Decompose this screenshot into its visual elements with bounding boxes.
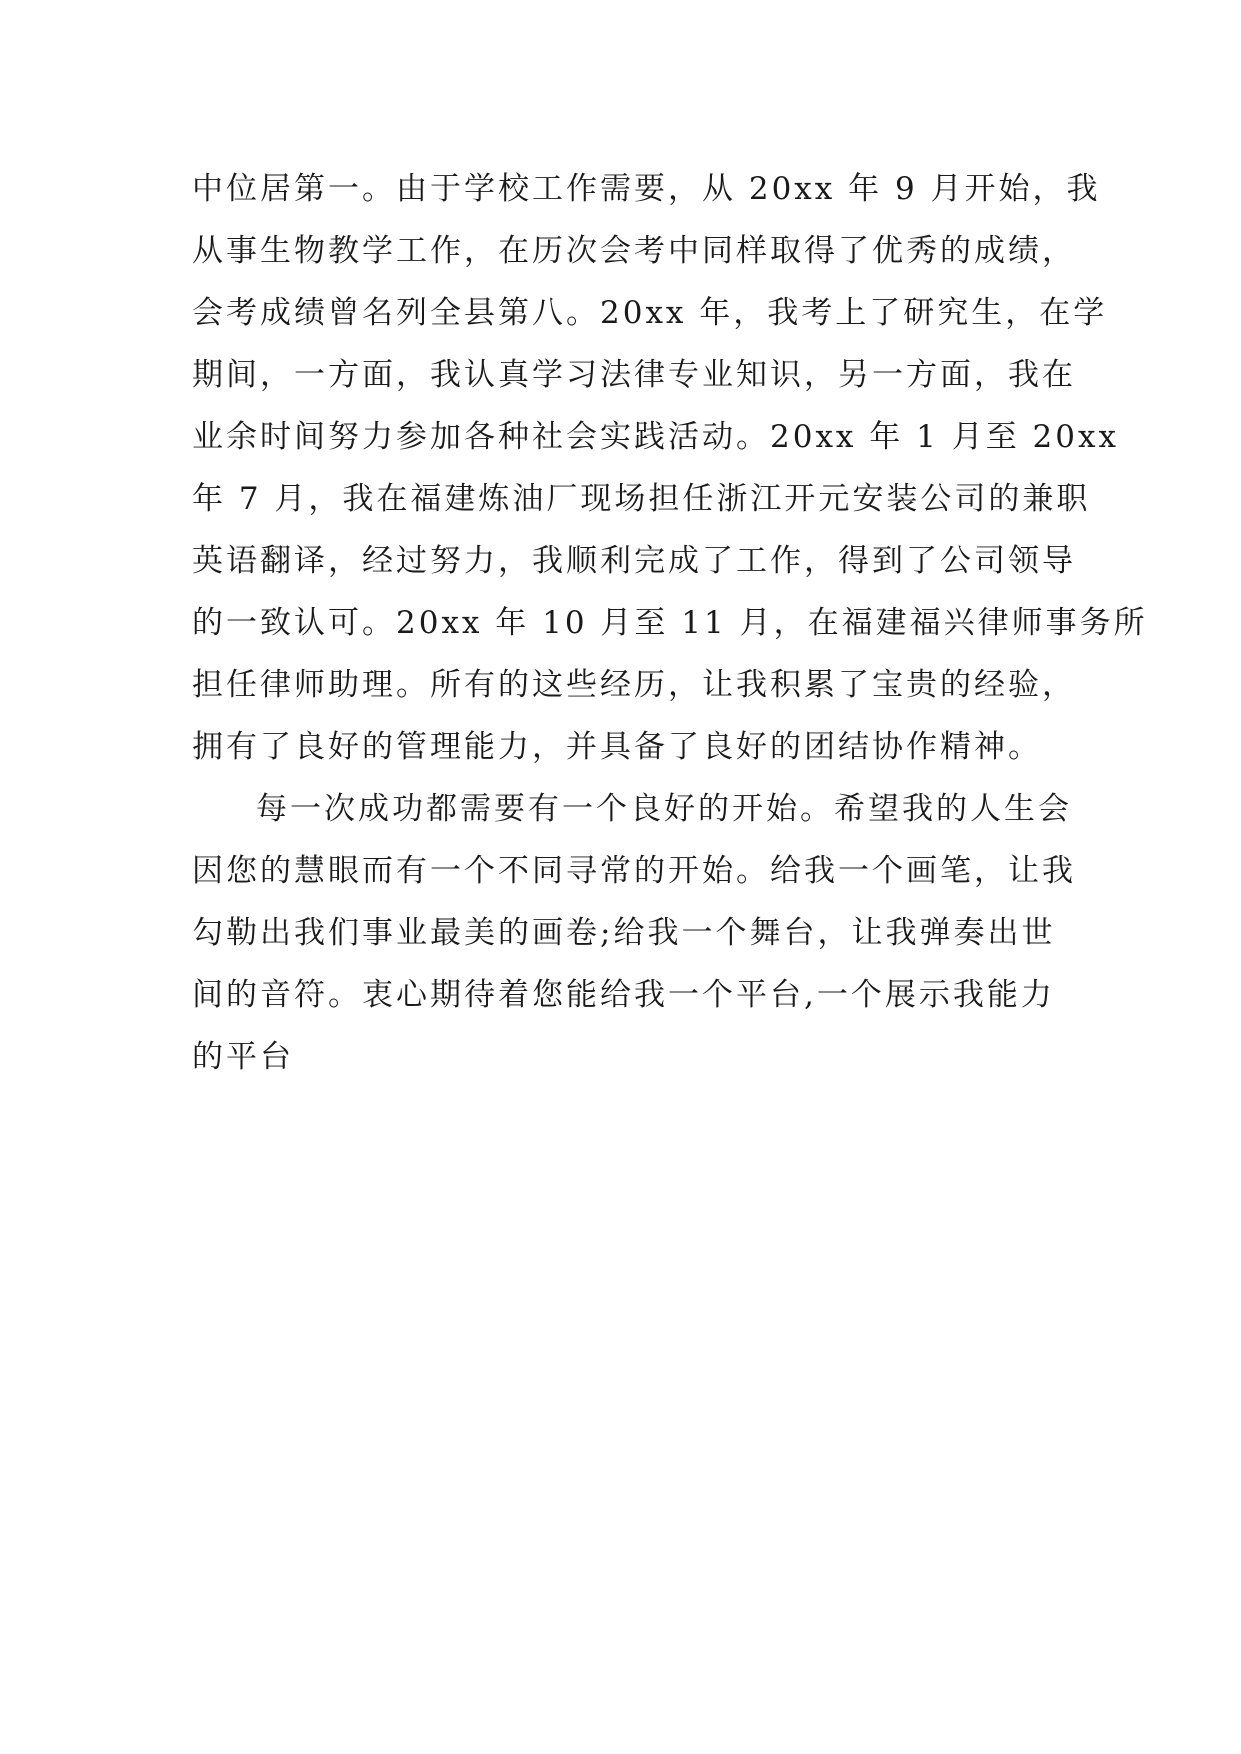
text-line: 英语翻译，经过努力，我顺利完成了工作，得到了公司领导 [192,543,1076,579]
paragraph-start-line: 每一次成功都需要有一个良好的开始。希望我的人生会 [256,791,1072,827]
text-line: 间的音符。衷心期待着您能给我一个平台,一个展示我能力 [192,977,1055,1013]
text-line: 因您的慧眼而有一个不同寻常的开始。给我一个画笔，让我 [192,853,1076,889]
text-line: 勾勒出我们事业最美的画卷;给我一个舞台，让我弹奏出世 [192,915,1056,951]
body-text [192,158,1148,1088]
text-line: 业余时间努力参加各种社会实践活动。20xx 年 1 月至 20xx [192,419,1119,455]
text-line: 期间，一方面，我认真学习法律专业知识，另一方面，我在 [192,357,1076,393]
text-line: 的一致认可。20xx 年 10 月至 11 月，在福建福兴律师事务所 [192,605,1148,641]
text-line: 拥有了良好的管理能力，并具备了良好的团结协作精神。 [192,729,1042,765]
text-line: 中位居第一。由于学校工作需要，从 20xx 年 9 月开始，我 [192,171,1101,207]
text-line: 担任律师助理。所有的这些经历，让我积累了宝贵的经验， [192,667,1076,703]
text-line: 的平台 [192,1039,294,1075]
text-line: 年 7 月，我在福建炼油厂现场担任浙江开元安装公司的兼职 [192,481,1091,517]
text-line: 从事生物教学工作，在历次会考中同样取得了优秀的成绩， [192,233,1076,269]
text-line: 会考成绩曾名列全县第八。20xx 年，我考上了研究生，在学 [192,295,1108,331]
